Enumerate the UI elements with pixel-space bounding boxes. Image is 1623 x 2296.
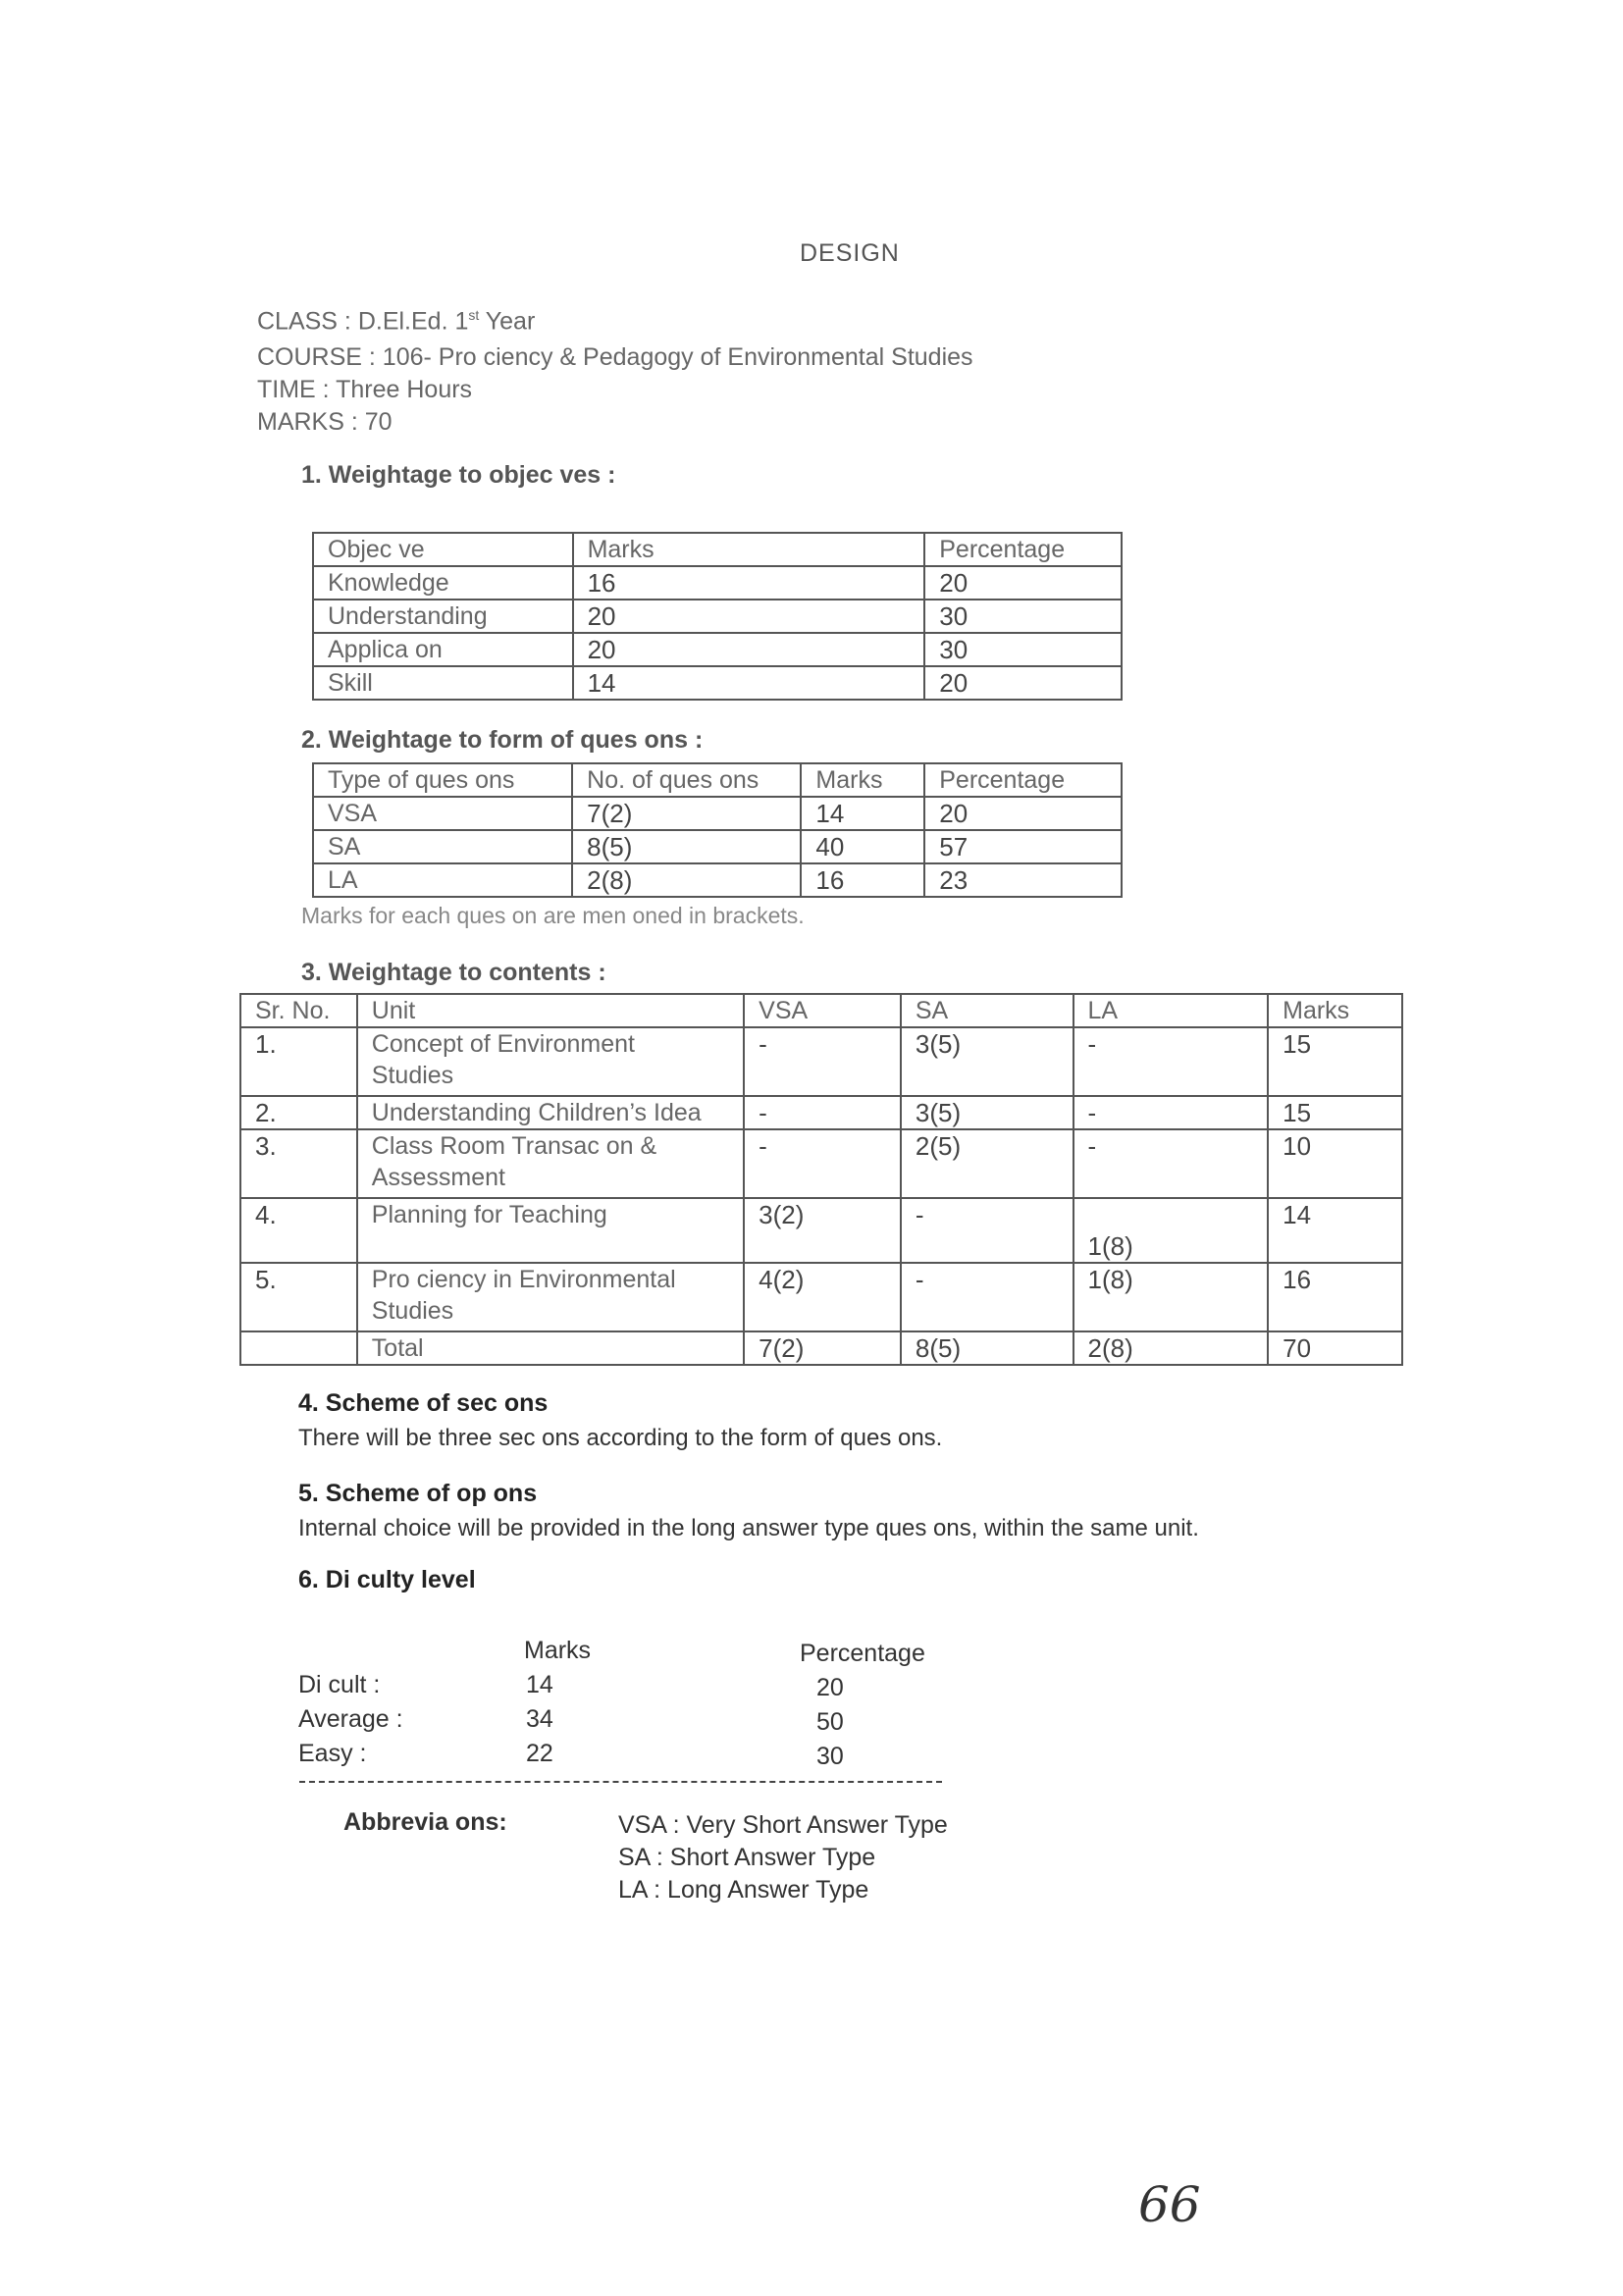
header-cell: Percentage (924, 533, 1122, 566)
marks-line: MARKS : 70 (257, 408, 393, 436)
unit-cell: Class Room Transac on & Assessment (357, 1129, 744, 1198)
percentage-cell: 30 (924, 600, 1122, 633)
marks-cell: 14 (1268, 1198, 1402, 1263)
sa-cell: 3(5) (901, 1096, 1073, 1129)
marks-cell: 14 (801, 797, 924, 830)
difficulty-marks: 34 (526, 1705, 553, 1733)
unit-cell: Understanding Children’s Idea (357, 1096, 744, 1129)
la-cell: 1(8) (1073, 1198, 1269, 1263)
sa-cell: - (901, 1198, 1073, 1263)
vsa-cell: - (744, 1096, 901, 1129)
count-cell: 7(2) (572, 797, 801, 830)
header-cell: LA (1073, 994, 1269, 1027)
table-row (240, 1027, 1402, 1096)
la-cell: 1(8) (1073, 1263, 1269, 1331)
sr-cell: 1. (240, 1027, 357, 1096)
type-cell: LA (313, 863, 572, 897)
section-4-text: There will be three sec ons according to the form of ques ons. (298, 1425, 943, 1451)
table-row (313, 797, 1122, 830)
marks-cell: 16 (573, 566, 925, 600)
section-1-heading: 1. Weightage to objec ves : (301, 461, 616, 489)
objective-cell: Knowledge (313, 566, 573, 600)
unit-cell: Planning for Teaching (357, 1198, 744, 1263)
sa-cell: - (901, 1263, 1073, 1331)
marks-cell: 16 (801, 863, 924, 897)
course-line: COURSE : 106- Pro ciency & Pedagogy of Environmental Studies (257, 343, 973, 371)
la-cell: - (1073, 1129, 1269, 1198)
percentage-cell: 20 (924, 797, 1122, 830)
table-row (240, 1096, 1402, 1129)
table-header-row (313, 763, 1122, 797)
section-6-heading: 6. Di culty level (298, 1566, 476, 1593)
marks-cell: 40 (801, 830, 924, 863)
header-cell: Sr. No. (240, 994, 357, 1027)
section-3-heading: 3. Weightage to contents : (301, 959, 606, 986)
table-row (240, 1129, 1402, 1198)
abbreviations-label: Abbrevia ons: (343, 1808, 507, 1836)
vsa-cell: 7(2) (744, 1331, 901, 1365)
difficulty-label: Di cult : (298, 1671, 381, 1698)
objectives-table (312, 532, 1123, 701)
table-total-row (240, 1331, 1402, 1365)
sr-cell: 5. (240, 1263, 357, 1331)
table-header-row (240, 994, 1402, 1027)
header-cell: Unit (357, 994, 744, 1027)
difficulty-percentage: 30 (816, 1743, 844, 1770)
question-forms-table (312, 762, 1123, 898)
table-row (313, 633, 1122, 666)
marks-cell: 70 (1268, 1331, 1402, 1365)
difficulty-label: Easy : (298, 1740, 367, 1767)
difficulty-marks: 14 (526, 1671, 553, 1698)
difficulty-percentage: 50 (816, 1708, 844, 1736)
header-cell: Marks (801, 763, 924, 797)
count-cell: 2(8) (572, 863, 801, 897)
marks-cell: 20 (573, 633, 925, 666)
vsa-cell: 3(2) (744, 1198, 901, 1263)
la-cell: 2(8) (1073, 1331, 1269, 1365)
abbreviation-item: VSA : Very Short Answer Type (618, 1811, 948, 1839)
sa-cell: 8(5) (901, 1331, 1073, 1365)
percentage-cell: 57 (924, 830, 1122, 863)
la-cell: - (1073, 1027, 1269, 1096)
vsa-cell: 4(2) (744, 1263, 901, 1331)
table-row (313, 666, 1122, 700)
difficulty-percentage: 20 (816, 1674, 844, 1701)
handwritten-page-number: 66 (1138, 2176, 1201, 2233)
percentage-cell: 30 (924, 633, 1122, 666)
marks-cell: 14 (573, 666, 925, 700)
header-cell: VSA (744, 994, 901, 1027)
percentage-cell: 23 (924, 863, 1122, 897)
header-cell: Marks (1268, 994, 1402, 1027)
header-cell: Type of ques ons (313, 763, 572, 797)
time-line: TIME : Three Hours (257, 376, 473, 403)
marks-cell: 15 (1268, 1096, 1402, 1129)
unit-cell: Pro ciency in Environmental Studies (357, 1263, 744, 1331)
abbreviation-item: LA : Long Answer Type (618, 1876, 869, 1904)
marks-cell: 20 (573, 600, 925, 633)
sr-cell: 3. (240, 1129, 357, 1198)
marks-cell: 15 (1268, 1027, 1402, 1096)
type-cell: VSA (313, 797, 572, 830)
percentage-cell: 20 (924, 566, 1122, 600)
sr-cell: 2. (240, 1096, 357, 1129)
table-row (313, 600, 1122, 633)
sa-cell: 2(5) (901, 1129, 1073, 1198)
vsa-cell: - (744, 1027, 901, 1096)
sa-cell: 3(5) (901, 1027, 1073, 1096)
marks-cell: 16 (1268, 1263, 1402, 1331)
section-5-heading: 5. Scheme of op ons (298, 1480, 538, 1507)
difficulty-label: Average : (298, 1705, 403, 1733)
section-5-text: Internal choice will be provided in the long answer type ques ons, within the same unit. (298, 1515, 1199, 1541)
difficulty-marks-header: Marks (524, 1637, 592, 1664)
count-cell: 8(5) (572, 830, 801, 863)
header-cell: No. of ques ons (572, 763, 801, 797)
unit-cell: Concept of Environment Studies (357, 1027, 744, 1096)
difficulty-percentage-header: Percentage (800, 1640, 925, 1667)
unit-cell: Total (357, 1331, 744, 1365)
table-row (240, 1198, 1402, 1263)
header-cell: SA (901, 994, 1073, 1027)
la-cell: - (1073, 1096, 1269, 1129)
contents-table (239, 993, 1403, 1366)
table-row (313, 566, 1122, 600)
sr-cell: 4. (240, 1198, 357, 1263)
vsa-cell: - (744, 1129, 901, 1198)
marks-cell: 10 (1268, 1129, 1402, 1198)
table-row (313, 830, 1122, 863)
sr-cell (240, 1331, 357, 1365)
dashed-separator (299, 1781, 942, 1783)
table-header-row (313, 533, 1122, 566)
table-row (313, 863, 1122, 897)
objective-cell: Understanding (313, 600, 573, 633)
class-line: CLASS : D.El.Ed. 1st Year (257, 307, 536, 336)
section-2-heading: 2. Weightage to form of ques ons : (301, 726, 704, 754)
percentage-cell: 20 (924, 666, 1122, 700)
brackets-note: Marks for each ques on are men oned in brackets. (301, 903, 805, 928)
header-cell: Objec ve (313, 533, 573, 566)
header-cell: Marks (573, 533, 925, 566)
table-row (240, 1263, 1402, 1331)
difficulty-marks: 22 (526, 1740, 553, 1767)
objective-cell: Skill (313, 666, 573, 700)
header-cell: Percentage (924, 763, 1122, 797)
section-4-heading: 4. Scheme of sec ons (298, 1389, 549, 1417)
type-cell: SA (313, 830, 572, 863)
abbreviation-item: SA : Short Answer Type (618, 1844, 876, 1871)
objective-cell: Applica on (313, 633, 573, 666)
page-title: DESIGN (800, 239, 900, 267)
